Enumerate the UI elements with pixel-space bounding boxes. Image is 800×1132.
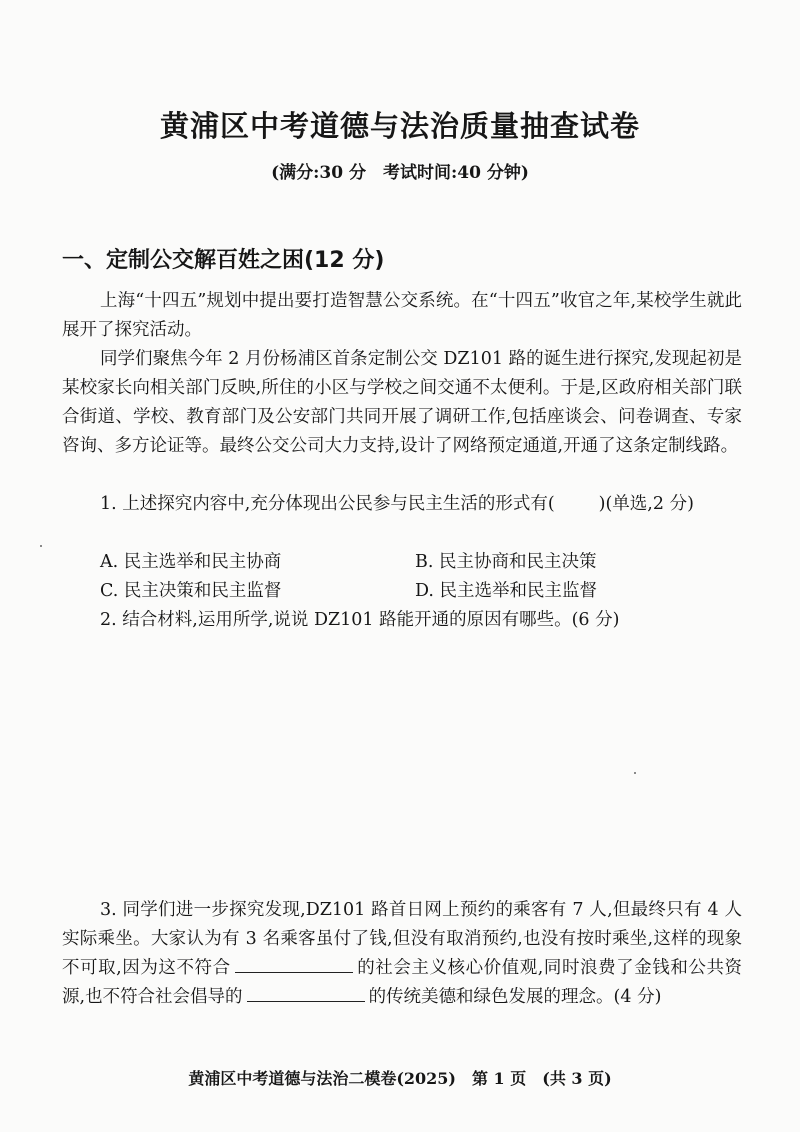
exam-title: 黄浦区中考道德与法治质量抽查试卷 — [159, 109, 640, 143]
question-1-stem-before: 1. 上述探究内容中,充分体现出公民参与民主生活的形式有( — [100, 494, 555, 514]
exam-subtitle: (满分:30 分 考试时间:40 分钟) — [271, 163, 529, 183]
question-3-part-1: 3. 同学们进一步探究发现,DZ101 路首日网上预约的乘客有 7 人,但最终只有 4 人实际乘坐。大家认为有 3 名乘客虽付了钱,但没有取消预约,也没有按时乘坐,这样的现象不可取,因为这不符合 — [62, 900, 742, 978]
scan-speck — [634, 772, 636, 774]
page-footer: 黄浦区中考道德与法治二模卷(2025) 第 1 页 (共 3 页) — [188, 1069, 612, 1088]
option-d: D. 民主选举和民主监督 — [415, 581, 598, 601]
scan-speck — [40, 545, 42, 547]
question-3-part-3: 的传统美德和绿色发展的理念。(4 分) — [368, 987, 662, 1007]
intro-paragraph-2: 同学们聚焦今年 2 月份杨浦区首条定制公交 DZ101 路的诞生进行探究,发现起初是某校家长向相关部门反映,所住的小区与学校之间交通不太便利。于是,区政府相关部门联合街道、学校、教育部门及公安部门共同开展了调研工作,包括座谈会、问卷调查、专家咨询、多方论证等。最终公交公司大力支持,设计了网络预定通道,开通了这条定制线路。 — [62, 349, 742, 456]
question-2: 2. 结合材料,运用所学,说说 DZ101 路能开通的原因有哪些。(6 分) — [100, 610, 620, 630]
question-1-stem-after: )(单选,2 分) — [598, 494, 694, 514]
question-1-stem — [62, 490, 742, 519]
question-1-options — [100, 548, 740, 606]
option-c: C. 民主决策和民主监督 — [100, 581, 282, 601]
option-a: A. 民主选举和民主协商 — [100, 552, 282, 572]
fill-blank-1[interactable] — [235, 954, 353, 973]
question-3 — [62, 896, 742, 1012]
question-3-part-2: 的社会主义核心价值观,同时浪费了金钱和公共资源,也不符合社会倡导的 — [62, 958, 743, 1007]
fill-blank-2[interactable] — [247, 983, 365, 1002]
section-1-heading: 一、定制公交解百姓之困(12 分) — [62, 248, 385, 273]
option-b: B. 民主协商和民主决策 — [415, 552, 597, 572]
intro-paragraph-1: 上海“十四五”规划中提出要打造智慧公交系统。在“十四五”收官之年,某校学生就此展开了探究活动。 — [62, 291, 742, 340]
